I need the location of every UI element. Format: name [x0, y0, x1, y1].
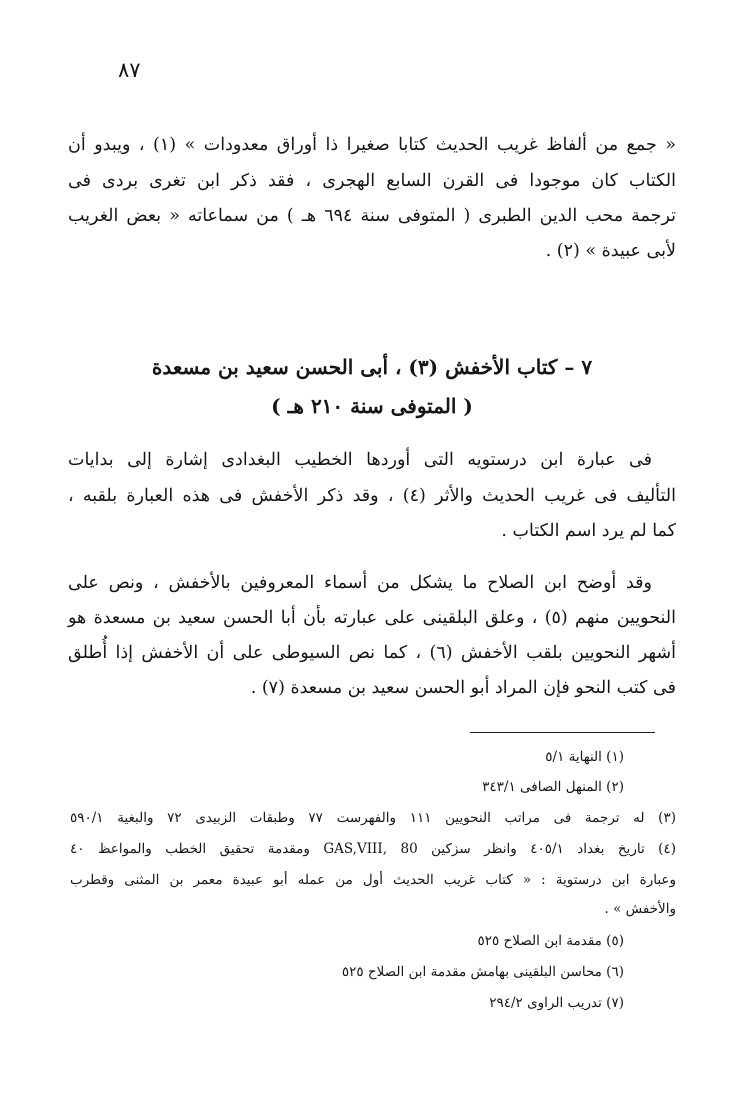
paragraph-2-line-3: كما لم يرد اسم الكتاب .: [501, 521, 676, 541]
paragraph-2-line-2: التأليف فى غريب الحديث والأثر (٤) ، وقد ذكر الأخفش فى هذه العبارة بلقبه ،: [68, 486, 676, 506]
paragraph-1-line-2: الكتاب كان موجودا فى القرن السابع الهجرى ، فقد ذكر ابن تغرى بردى فى: [68, 171, 676, 191]
section-subheading: ( المتوفى سنة ٢١٠ هـ ): [271, 394, 473, 418]
page-number: ٨٧: [118, 58, 141, 82]
section-heading: ٧ – كتاب الأخفش (٣) ، أبى الحسن سعيد بن مسعدة: [151, 355, 593, 379]
paragraph-3-line-3: أشهر النحويين بلقب الأخفش (٦) ، كما نص السيوطى على أن الأخفش إذا أُطلق: [68, 643, 676, 663]
footnote-6: (٦) محاسن البلقينى بهامش مقدمة ابن الصلاح ٥٢٥: [341, 964, 624, 980]
footnote-separator: [470, 732, 655, 733]
footnote-2: (٢) المنهل الصافى ٣٤٣/١: [482, 779, 624, 795]
footnote-7: (٧) تدريب الراوى ٢٩٤/٢: [489, 995, 624, 1011]
footnote-5: (٥) مقدمة ابن الصلاح ٥٢٥: [477, 933, 624, 949]
paragraph-3-line-1: وقد أوضح ابن الصلاح ما يشكل من أسماء المعروفين بالأخفش ، ونص على: [68, 573, 652, 593]
footnote-4-line-2: وعبارة ابن درستوية : « كتاب غريب الحديث أول من عمله أبو عبيدة معمر بن المثنى وقطرب: [70, 872, 676, 888]
footnote-1: (١) النهاية ٥/١: [545, 749, 624, 765]
paragraph-1-line-4: لأبى عبيدة » (٢) .: [545, 241, 676, 261]
paragraph-3-line-4: فى كتب النحو فإن المراد أبو الحسن سعيد بن مسعدة (٧) .: [250, 678, 676, 698]
paragraph-2-line-1: فى عبارة ابن درستويه التى أوردها الخطيب البغدادى إشارة إلى بدايات: [68, 450, 652, 470]
paragraph-1-line-1: « جمع من ألفاظ غريب الحديث كتابا صغيرا ذا أوراق معدودات » (١) ، ويبدو أن: [68, 135, 676, 155]
footnote-3: (٣) له ترجمة فى مراتب النحويين ١١١ والفهرست ٧٧ وطبقات الزبيدى ٧٢ والبغية ٥٩٠/١: [70, 810, 676, 826]
footnote-4-line-3: والأخفش » .: [604, 901, 676, 917]
paragraph-3-line-2: النحويين منهم (٥) ، وعلق البلقينى على عبارته بأن أبا الحسن سعيد بن مسعدة هو: [68, 608, 676, 628]
paragraph-1-line-3: ترجمة محب الدين الطبرى ( المتوفى سنة ٦٩٤ هـ ) من سماعاته « بعض الغريب: [68, 206, 676, 226]
footnote-4-line-1: (٤) تاريخ بغداد ٤٠٥/١ وانظر سزكين GAS,VIII, 80 ومقدمة تحقيق الخطب والمواعظ ٤٠: [70, 841, 676, 857]
